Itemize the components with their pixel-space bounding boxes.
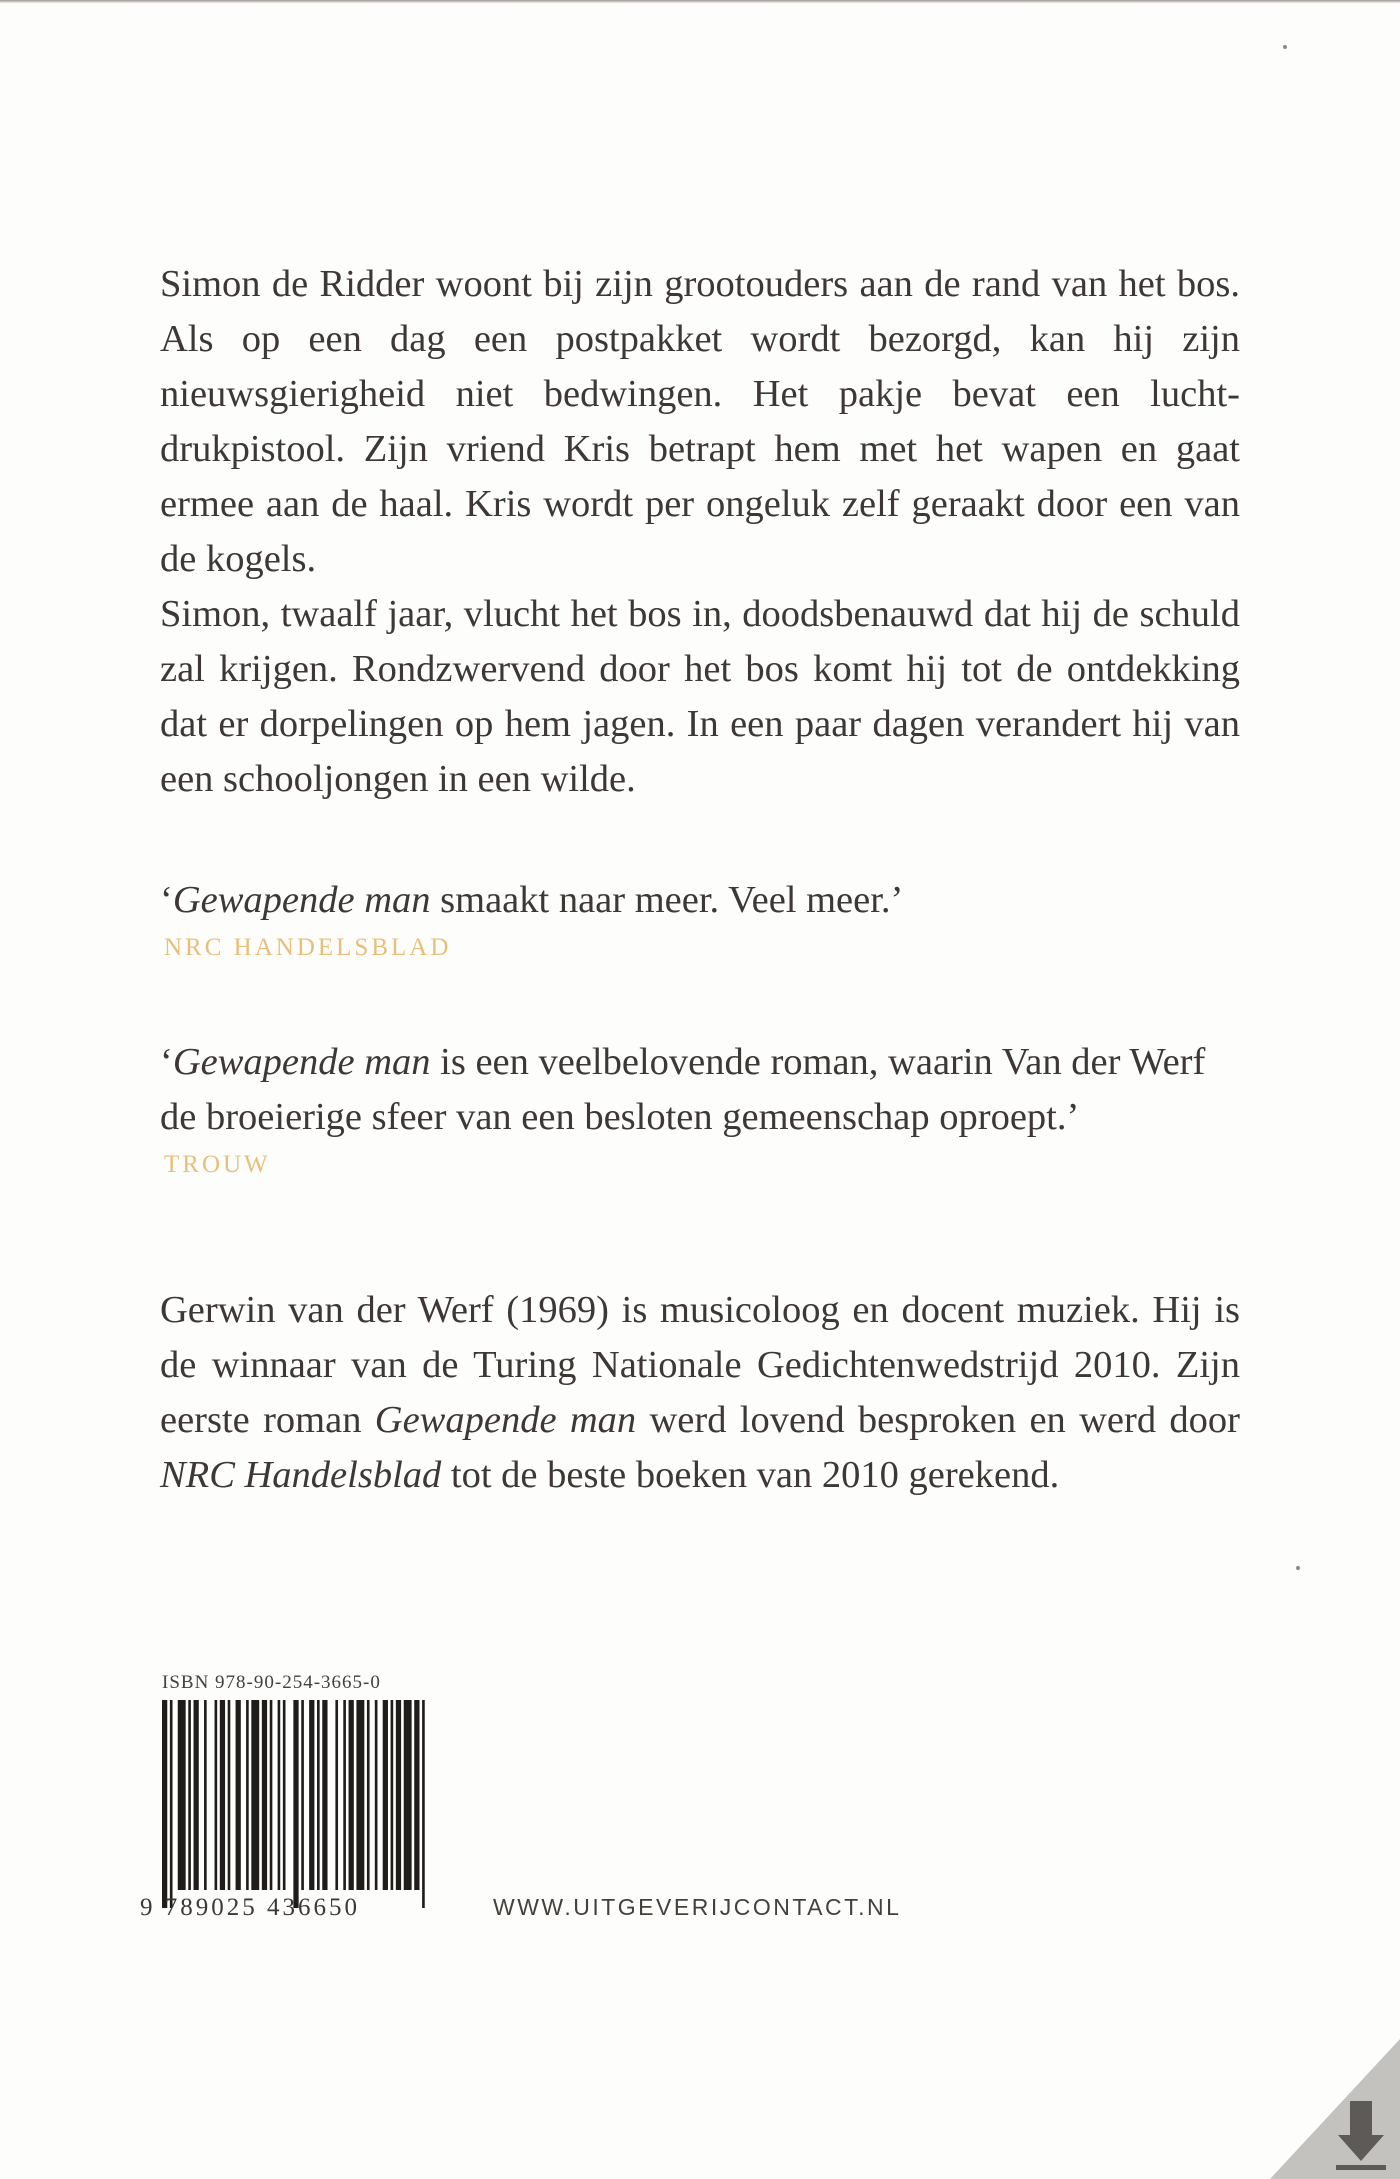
- barcode-bar: [375, 1700, 378, 1890]
- barcode-bar: [220, 1700, 225, 1890]
- barcode-bar: [178, 1700, 186, 1890]
- quote-text: [160, 1035, 1240, 1145]
- bio-segment: Gerwin van der Werf (1969) is musicoloog en docent muziek. Hij is de winnaar van de Turing Nationale Gedichtenwedstrijd 2010. Zijn eerste roman: [160, 1289, 1240, 1441]
- publisher-website: WWW.UITGEVERIJCONTACT.NL: [493, 1894, 902, 1920]
- quote-source: TROUW: [164, 1151, 271, 1178]
- barcode-bar: [301, 1700, 304, 1890]
- barcode: [162, 1700, 430, 1908]
- book-title: Gewapende man: [172, 879, 431, 921]
- synopsis-paragraph: Simon de Ridder woont bij zijn grootouders aan de rand van het bos. Als op een dag een postpakket wordt bezorgd, kan hij zijn nieuwsgierigheid niet bedwingen. Het pakje bevat een lucht-drukpistool. Zijn vriend Kris betrapt hem met het wapen en gaat ermee aan de haal. Kris wordt per ongeluk zelf geraakt door een van de kogels.: [160, 263, 1240, 580]
- barcode-bar: [162, 1700, 167, 1908]
- isbn-label: ISBN 978-90-254-3665-0: [162, 1672, 381, 1693]
- newspaper-title: NRC Handelsblad: [160, 1454, 442, 1496]
- quote-source: NRC HANDELSBLAD: [164, 934, 452, 961]
- barcode-bar: [335, 1700, 338, 1890]
- barcode-bar: [170, 1700, 173, 1908]
- bio-segment: tot de beste boeken van 2010 gerekend.: [441, 1454, 1060, 1496]
- barcode-bar: [246, 1700, 249, 1890]
- page-top-edge: [0, 0, 1400, 3]
- bio-text: [160, 1283, 1240, 1503]
- barcode-bar: [236, 1700, 241, 1890]
- barcode-bar: [309, 1700, 314, 1890]
- print-speck: [1283, 45, 1287, 49]
- barcode-bar: [367, 1700, 370, 1890]
- barcode-bar: [343, 1700, 346, 1890]
- author-bio: [160, 1283, 1240, 1503]
- barcode-bar: [414, 1700, 419, 1890]
- download-arrow-icon: [1270, 2039, 1400, 2179]
- barcode-bar: [215, 1700, 218, 1890]
- barcode-bar: [422, 1700, 425, 1908]
- barcode-bar: [194, 1700, 199, 1890]
- bio-segment: werd lovend besproken en werd door: [636, 1399, 1240, 1441]
- barcode-bar: [322, 1700, 327, 1890]
- barcode-bar: [396, 1700, 401, 1890]
- barcode-bar: [293, 1700, 298, 1908]
- barcode-bar: [383, 1700, 388, 1890]
- book-title: Gewapende man: [374, 1399, 637, 1441]
- review-quote: [160, 873, 1240, 968]
- quote-mark: ‘: [160, 1041, 173, 1083]
- barcode-bar: [251, 1700, 259, 1890]
- quote-mark: ‘: [160, 879, 173, 921]
- barcode-bar: [262, 1700, 267, 1890]
- book-title: Gewapende man: [172, 1041, 431, 1083]
- review-quote: [160, 1035, 1240, 1185]
- barcode-bar: [404, 1700, 412, 1890]
- barcode-bar: [270, 1700, 273, 1890]
- barcode-bar: [228, 1700, 231, 1890]
- synopsis: [160, 257, 1240, 807]
- quote-text: [160, 873, 1240, 928]
- quote-body: is een veelbelovende roman, waarin Van der Werf de broeierige sfeer van een besloten gemeenschap oproept.’: [160, 1041, 1206, 1138]
- barcode-bar: [317, 1700, 320, 1890]
- print-speck: [1296, 1566, 1300, 1570]
- barcode-bar: [204, 1700, 207, 1890]
- barcode-bar: [188, 1700, 191, 1890]
- synopsis-paragraph: Simon, twaalf jaar, vlucht het bos in, doodsbenauwd dat hij de schuld zal krijgen. Rondzwervend door het bos komt hij tot de ontdekking dat er dorpelingen op hem jagen. In een paar dagen verandert hij van een schooljongen in een wilde.: [160, 593, 1240, 800]
- barcode-bar: [391, 1700, 394, 1890]
- barcode-digits: 9 789025 436650: [140, 1894, 360, 1921]
- barcode-bar: [278, 1700, 281, 1890]
- barcode-bar: [349, 1700, 354, 1890]
- barcode-bar: [283, 1700, 286, 1890]
- quote-body: smaakt naar meer. Veel meer.’: [430, 879, 904, 921]
- barcode-bar: [356, 1700, 364, 1890]
